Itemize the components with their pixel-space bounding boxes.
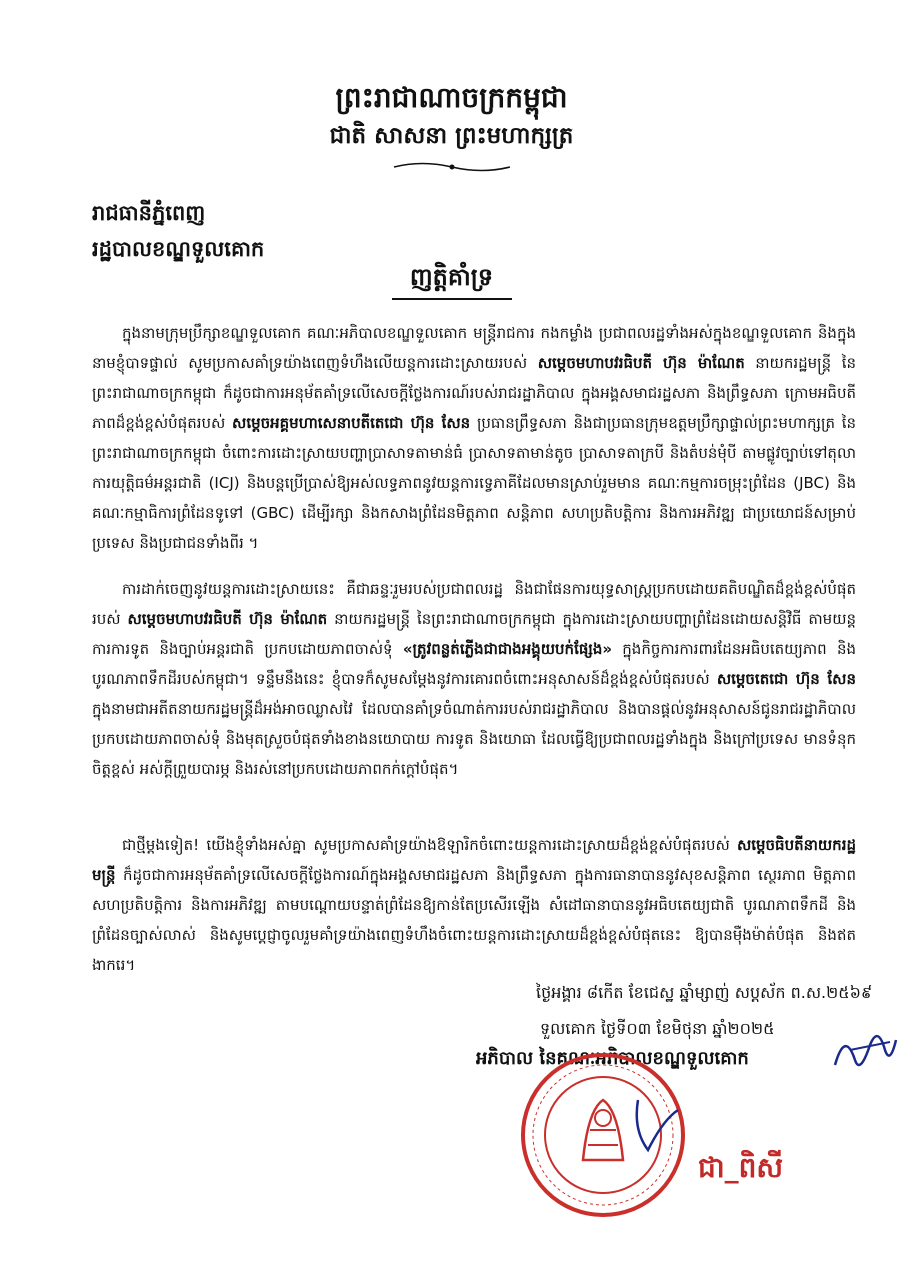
p2-bold-3: សម្ដេចតេជោ ហ៊ុន សែន xyxy=(716,670,856,688)
p1-text-3: ប្រធានព្រឹទ្ធសភា និងជាប្រធានក្រុមឧត្តមប្រឹក្សាផ្ទាល់ព្រះមហាក្សត្រ នៃព្រះរាជាណាចក្រកម្ពុជា ចំពោះការដោះស្រាយបញ្ហាប្រាសាទតាមាន់ធំ ប្រាសាទតាមាន់តូច ប្រាសាទតាក្របី និងតំបន់មុំបី តាមផ្លូវច្បាប់ទៅតុលាការយុត្តិធម៌អន្តរជាតិ (ICJ) និងបន្តប្រើប្រាស់ឱ្យអស់លទ្ធភាពនូវយន្តការទ្វេភាគីដែលមានស្រាប់រួមមាន គណៈកម្មការចម្រុះព្រំដែន (JBC) និងគណៈកម្មាធិការព្រំដែនទូទៅ (GBC) ដើម្បីរក្សា និងកសាងព្រំដែនមិត្តភាព សន្តិភាព សហប្រតិបត្តិការ និងការអភិវឌ្ឍ ជាប្រយោជន៍សម្រាប់ប្រទេស និងប្រជាជនទាំងពីរ ។ xyxy=(92,414,856,552)
signer-name: ជា_ពិសី xyxy=(698,1151,784,1184)
title-underline xyxy=(392,298,512,300)
p2-text-2: នាយករដ្ឋមន្ត្រី នៃព្រះរាជាណាចក្រកម្ពុជា ក្នុងការដោះស្រាយបញ្ហាព្រំដែនដោយសន្តិវិធី តាមយន្តការការទូត និងច្បាប់អន្តរជាតិ ប្រកបដោយភាពចាស់ទុំ xyxy=(92,610,856,658)
p3-text-2: ក៏ដូចជាការអនុម័តគាំទ្រលើសេចក្តីថ្លែងការណ៍ក្នុងអង្គសមាជរដ្ឋសភា និងព្រឹទ្ធសភា ក្នុងការធានាបាននូវសុខសន្តិភាព ស្ថេរភាព មិត្តភាព សហប្រតិបត្តិការ និងការអភិវឌ្ឍ តាមបណ្ដោយបន្ទាត់ព្រំដែនឱ្យកាន់តែប្រសើរឡើង សំដៅធានាបាននូវអធិបតេយ្យជាតិ បូរណភាពទឹកដី និងព្រំដែនច្បាស់លាស់ និងសូមប្ដេជ្ញាចូលរួមគាំទ្រយ៉ាងពេញទំហឹងចំពោះយន្តការដោះស្រាយដ៏ខ្ពង់ខ្ពស់បំផុតនេះ ឱ្យបានម៉ឺងម៉ាត់បំផុត និងឥតងាករេ។ xyxy=(92,866,856,974)
p2-bold-2: «ត្រូវពន្លត់ភ្លើងជាជាងអង្គុយបក់ផ្សែង» xyxy=(402,640,613,658)
p2-text-4: ក្នុងនាមជាអតីតនាយករដ្ឋមន្ត្រីដ៏អង់អាចឈ្លាសវៃ ដែលបានគាំទ្រចំណាត់ការរបស់រាជរដ្ឋាភិបាល និងបានផ្តល់នូវអនុសាសន៍ជូនរាជរដ្ឋាភិបាល ប្រកបដោយភាពចាស់ទុំ និងមុតស្រួចបំផុតទាំងខាងនយោបាយ ការទូត និងយោធា ដែលធ្វើឱ្យប្រជាពលរដ្ឋទាំងក្នុង និងក្រៅប្រទេស មានទំនុកចិត្តខ្ពស់ អស់ក្តីព្រួយបារម្ភ និងរស់នៅប្រកបដោយភាពកក់ក្តៅបំផុត។ xyxy=(92,700,856,778)
paragraph-2 xyxy=(92,574,856,784)
sender-city: រាជធានីភ្នំពេញ xyxy=(92,201,206,225)
p1-bold-2: សម្ដេចអគ្គមហាសេនាបតីតេជោ ហ៊ុន សែន xyxy=(232,414,471,432)
signature-mark-icon xyxy=(608,1090,688,1160)
paragraph-3 xyxy=(92,830,856,980)
divider-ornament-icon xyxy=(392,160,512,174)
p1-text-2: នាយករដ្ឋមន្ត្រី នៃព្រះរាជាណាចក្រកម្ពុជា ក៏ដូចជាការអនុម័តគាំទ្រលើសេចក្តីថ្លែងការណ៍របស់រាជរដ្ឋាភិបាល ក្នុងអង្គសមាជរដ្ឋសភា និងព្រឹទ្ធសភា ក្រោមអធិបតីភាពដ៏ខ្ពង់ខ្ពស់បំផុតរបស់ xyxy=(92,354,856,432)
p1-text-1: ក្នុងនាមក្រុមប្រឹក្សាខណ្ឌទួលគោក គណៈអភិបាលខណ្ឌទួលគោក មន្ត្រីរាជការ កងកម្លាំង ប្រជាពលរដ្ឋទាំងអស់ក្នុងខណ្ឌទួលគោក និងក្នុងនាមខ្ញុំបាទផ្ទាល់ សូមប្រកាសគាំទ្រយ៉ាងពេញទំហឹងលើយន្តការដោះស្រាយរបស់ xyxy=(92,324,856,372)
paragraph-1 xyxy=(92,318,856,558)
motto-line-1: ព្រះរាជាណាចក្រកម្ពុជា xyxy=(335,81,568,114)
document-title: ញត្តិគាំទ្រ xyxy=(409,263,494,291)
p2-text-1: ការដាក់ចេញនូវយន្តការដោះស្រាយនេះ គឺជាឆន្ទៈរួមរបស់ប្រជាពលរដ្ឋ និងជាផែនការយុទ្ធសាស្ត្រប្រកបដោយគតិបណ្ឌិតដ៏ខ្ពង់ខ្ពស់បំផុតរបស់ xyxy=(92,580,856,628)
p1-bold-1: សម្ដេចមហាបវរធិបតី ហ៊ុន ម៉ាណែត xyxy=(537,354,745,372)
signature-scribble-icon xyxy=(830,1020,900,1080)
sender-administration: រដ្ឋបាលខណ្ឌទួលគោក xyxy=(92,237,265,261)
p3-text-1: ជាថ្មីម្ដងទៀត! យើងខ្ញុំទាំងអស់គ្នា សូមប្រកាសគាំទ្រយ៉ាងឱឡារិកចំពោះយន្តការដោះស្រាយដ៏ខ្ពង់ខ្ពស់បំផុតរបស់ xyxy=(122,836,737,854)
p2-text-3: ក្នុងកិច្ចការការពារដែនអធិបតេយ្យភាព និងបូរណភាពទឹកដីរបស់កម្ពុជា។ ទន្ទឹមនឹងនេះ ខ្ញុំបាទក៏សូមសម្ដែងនូវការគោរពចំពោះអនុសាសន៍ដ៏ខ្ពង់ខ្ពស់បំផុតរបស់ xyxy=(92,640,856,688)
solar-date: ទួលគោក ថ្ងៃទី០៣ ខែមិថុនា ឆ្នាំ២០២៥ xyxy=(540,1019,775,1038)
signer-title: អភិបាល នៃគណៈអភិបាលខណ្ឌទួលគោក xyxy=(476,1048,749,1069)
p3-bold-1: សម្ដេចធិបតីនាយករដ្ឋមន្ត្រី xyxy=(92,836,856,884)
lunar-date: ថ្ងៃអង្គារ ៨កើត ខែជេស្ឋ ឆ្នាំម្សាញ់ សប្តស័ក ព.ស.២៥៦៩ xyxy=(536,983,873,1002)
p2-bold-1: សម្ដេចមហាបវរធិបតី ហ៊ុន ម៉ាណែត xyxy=(127,610,328,628)
motto-line-2: ជាតិ សាសនា ព្រះមហាក្សត្រ xyxy=(329,123,574,149)
